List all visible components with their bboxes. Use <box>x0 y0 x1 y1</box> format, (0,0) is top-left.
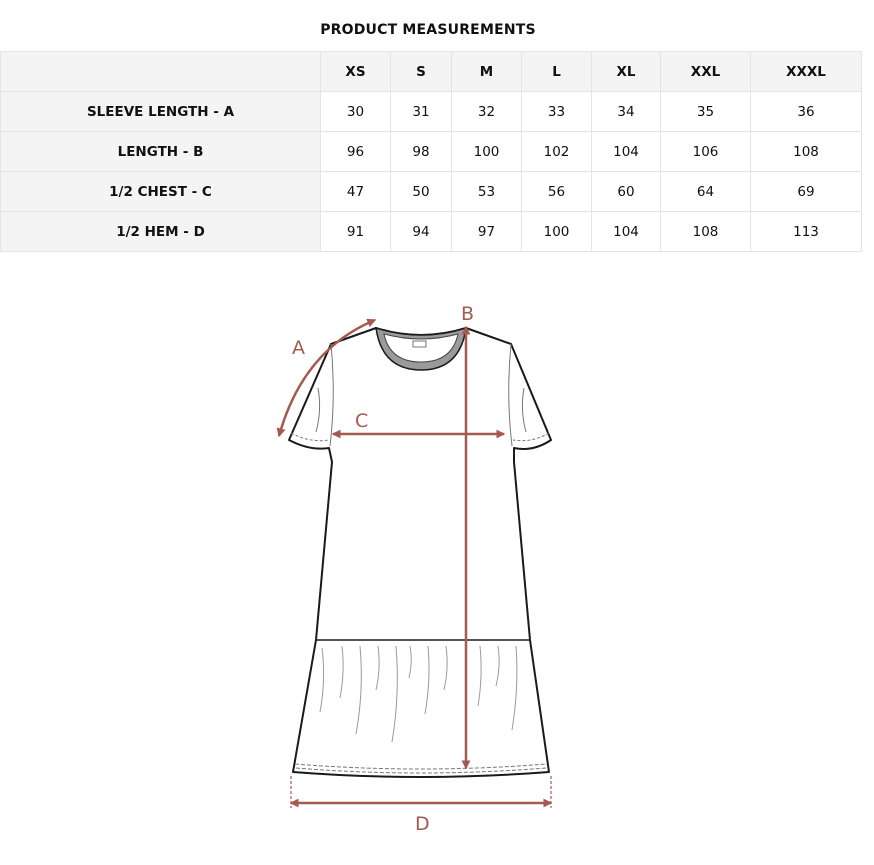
table-cell: 64 <box>661 172 751 212</box>
table-cell: 36 <box>751 92 862 132</box>
row-label: SLEEVE LENGTH - A <box>1 92 321 132</box>
size-header: XS <box>321 52 391 92</box>
size-header: XL <box>592 52 661 92</box>
table-cell: 91 <box>321 212 391 252</box>
size-header: XXXL <box>751 52 862 92</box>
measurements-table <box>0 51 862 252</box>
table-cell: 69 <box>751 172 862 212</box>
table-cell: 50 <box>391 172 452 212</box>
label-b: B <box>461 303 475 325</box>
page-title: PRODUCT MEASUREMENTS <box>320 22 536 38</box>
table-cell: 100 <box>522 212 592 252</box>
table-cell: 53 <box>452 172 522 212</box>
size-header: S <box>391 52 452 92</box>
table-row <box>1 212 862 252</box>
table-cell: 102 <box>522 132 592 172</box>
table-cell: 94 <box>391 212 452 252</box>
size-header: M <box>452 52 522 92</box>
neck-label <box>413 341 426 347</box>
table-cell: 108 <box>661 212 751 252</box>
table-cell: 108 <box>751 132 862 172</box>
header-empty-cell <box>1 52 321 92</box>
row-label: 1/2 HEM - D <box>1 212 321 252</box>
header-row <box>1 52 862 92</box>
table-cell: 32 <box>452 92 522 132</box>
table-row <box>1 132 862 172</box>
garment-diagram <box>0 290 874 850</box>
table-cell: 100 <box>452 132 522 172</box>
table-cell: 98 <box>391 132 452 172</box>
label-c: C <box>355 410 369 432</box>
row-label: LENGTH - B <box>1 132 321 172</box>
table-cell: 47 <box>321 172 391 212</box>
dress-outline <box>289 328 551 777</box>
table-cell: 106 <box>661 132 751 172</box>
size-header: XXL <box>661 52 751 92</box>
table-cell: 104 <box>592 132 661 172</box>
row-label: 1/2 CHEST - C <box>1 172 321 212</box>
table-cell: 60 <box>592 172 661 212</box>
table-cell: 33 <box>522 92 592 132</box>
table-cell: 30 <box>321 92 391 132</box>
table-cell: 31 <box>391 92 452 132</box>
size-header: L <box>522 52 592 92</box>
label-a: A <box>292 337 305 359</box>
label-d: D <box>415 813 430 835</box>
table-row <box>1 172 862 212</box>
table-cell: 97 <box>452 212 522 252</box>
table-cell: 113 <box>751 212 862 252</box>
table-cell: 34 <box>592 92 661 132</box>
table-row <box>1 92 862 132</box>
table-cell: 104 <box>592 212 661 252</box>
table-cell: 35 <box>661 92 751 132</box>
table-cell: 96 <box>321 132 391 172</box>
table-cell: 56 <box>522 172 592 212</box>
